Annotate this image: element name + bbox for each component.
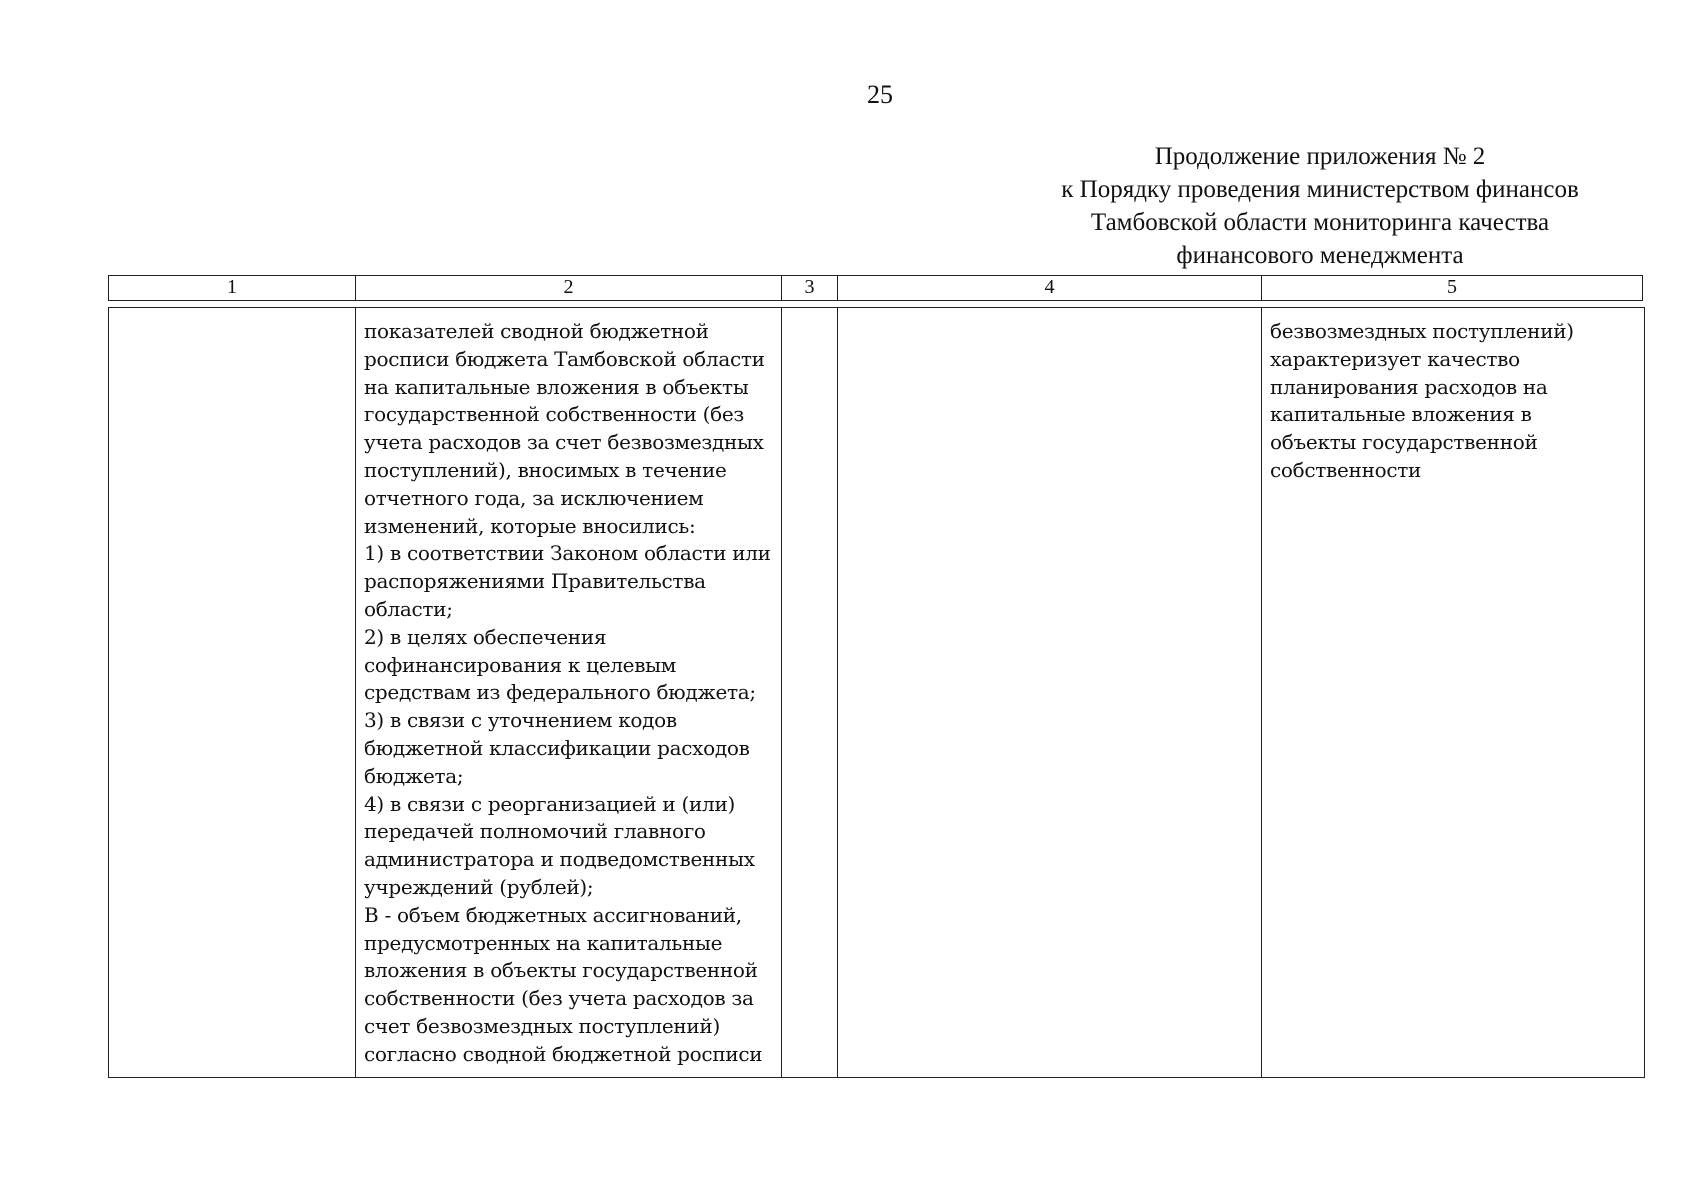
cell-text-line: вложения в объекты государственной bbox=[364, 958, 758, 983]
cell-col-1 bbox=[109, 308, 356, 1077]
cell-text-line: учреждений (рублей); bbox=[364, 874, 594, 899]
cell-text-line: счет безвозмездных поступлений) bbox=[364, 1013, 720, 1038]
cell-col-5-text bbox=[1262, 318, 1644, 485]
column-header-5: 5 bbox=[1447, 276, 1457, 298]
cell-text-line: безвозмездных поступлений) bbox=[1270, 319, 1574, 343]
cell-text-line: объекты государственной bbox=[1270, 430, 1538, 455]
table-body-row bbox=[108, 307, 1645, 1078]
column-header-1: 1 bbox=[109, 276, 356, 300]
cell-text-line: передачей полномочий главного bbox=[364, 819, 706, 844]
cell-text-line: 2) в целях обеспечения bbox=[364, 624, 607, 649]
cell-text-line: показателей сводной бюджетной bbox=[364, 319, 709, 343]
cell-text-line: учета расходов за счет безвозмездных bbox=[364, 430, 764, 455]
cell-text-line: собственности bbox=[1270, 457, 1422, 482]
cell-col-5 bbox=[1262, 308, 1644, 1077]
cell-text-line: государственной собственности (без bbox=[364, 402, 744, 427]
annex-line: финансового менеджмента bbox=[1176, 242, 1464, 269]
cell-col-2 bbox=[356, 308, 782, 1077]
cell-text-line: планирования расходов на bbox=[1270, 374, 1548, 399]
column-header-2: 2 bbox=[356, 276, 782, 300]
annex-line: Тамбовской области мониторинга качества bbox=[1090, 209, 1550, 236]
cell-text-line: бюджета; bbox=[364, 763, 464, 788]
column-header-3: 3 bbox=[782, 276, 838, 300]
cell-col-4 bbox=[838, 308, 1262, 1077]
cell-text-line: предусмотренных на капитальные bbox=[364, 930, 723, 955]
cell-text-line: согласно сводной бюджетной росписи bbox=[364, 1041, 763, 1066]
cell-text-line: софинансирования к целевым bbox=[364, 652, 677, 677]
annex-line: к Порядку проведения министерством финансов bbox=[1061, 176, 1579, 203]
cell-text-line: 4) в связи с реорганизацией и (или) bbox=[364, 791, 735, 816]
cell-text-line: на капитальные вложения в объекты bbox=[364, 374, 749, 399]
page-number: 25 bbox=[867, 80, 893, 109]
cell-text-line: капитальные вложения в bbox=[1270, 402, 1532, 427]
cell-text-line: средствам из федерального бюджета; bbox=[364, 680, 756, 705]
cell-col-2-text bbox=[356, 318, 781, 1069]
annex-heading bbox=[1000, 140, 1640, 272]
cell-text-line: поступлений), вносимых в течение bbox=[364, 457, 727, 482]
cell-text-line: собственности (без учета расходов за bbox=[364, 986, 754, 1011]
cell-text-line: характеризует качество bbox=[1270, 346, 1520, 371]
column-number-header-row bbox=[108, 275, 1643, 301]
column-header-4: 4 bbox=[838, 276, 1262, 300]
cell-text-line: области; bbox=[364, 596, 453, 621]
cell-text-line: росписи бюджета Тамбовской области bbox=[364, 346, 765, 371]
cell-text-line: 1) в соответствии Законом области или bbox=[364, 541, 771, 566]
cell-text-line: отчетного года, за исключением bbox=[364, 485, 704, 510]
cell-text-line: распоряжениями Правительства bbox=[364, 569, 706, 594]
cell-text-line: изменений, которые вносились: bbox=[364, 513, 696, 538]
cell-col-3 bbox=[782, 308, 838, 1077]
cell-text-line: бюджетной классификации расходов bbox=[364, 735, 750, 760]
cell-text-line: администратора и подведомственных bbox=[364, 847, 755, 872]
cell-text-line: 3) в связи с уточнением кодов bbox=[364, 708, 677, 733]
cell-text-line: В - объем бюджетных ассигнований, bbox=[364, 902, 742, 927]
annex-line: Продолжение приложения № 2 bbox=[1154, 143, 1486, 170]
